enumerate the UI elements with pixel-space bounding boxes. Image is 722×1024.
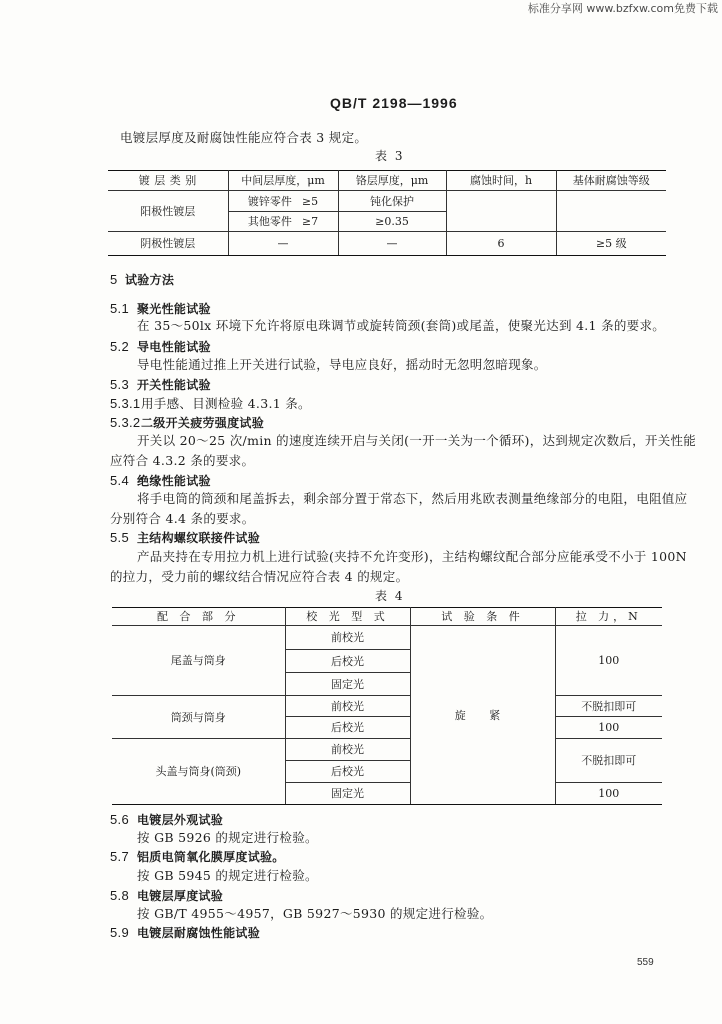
table-cell-focus-type: 前校光 (285, 739, 410, 761)
section-heading-5-3-2 (110, 415, 264, 431)
part-label: 镀锌零件 (247, 194, 292, 208)
section-number: 5.3.1 (110, 396, 141, 411)
section-title: 用手感、目测检验 4.3.1 条。 (141, 396, 311, 411)
table-3-caption: 表 3 (375, 149, 405, 163)
table-cell (228, 191, 338, 212)
section-title: 试验方法 (125, 273, 175, 287)
section-heading-5-3-1 (110, 396, 311, 412)
table-cell-empty (446, 191, 556, 232)
table-cell-force: 100 (555, 717, 662, 739)
table-cell-focus-type: 固定光 (285, 783, 410, 805)
table-3 (108, 170, 666, 256)
table-cell-test-condition (410, 626, 555, 805)
section-number: 5.1 (110, 301, 129, 316)
paragraph-line: 按 GB 5945 的规定进行检验。 (137, 868, 318, 883)
paragraph-line: 导电性能通过推上开关进行试验，导电应良好，摇动时无忽明忽暗现象。 (137, 357, 547, 372)
table-header-cell: 腐蚀时间，h (446, 171, 556, 191)
section-title: 聚光性能试验 (137, 302, 211, 316)
paragraph-line: 按 GB/T 4955～4957，GB 5927～5930 的规定进行检验。 (137, 906, 493, 921)
section-number: 5.6 (110, 812, 129, 827)
table-cell-coating-type: 阴极性镀层 (108, 232, 228, 256)
section-title: 绝缘性能试验 (137, 474, 211, 488)
section-number: 5.7 (110, 849, 129, 864)
standard-code-header: QB/T 2198—1996 (330, 95, 458, 111)
paragraph-line: 的拉力，受力前的螺纹结合情况应符合表 4 的规定。 (110, 569, 409, 584)
section-heading-5-1 (110, 301, 211, 317)
table-cell-focus-type: 固定光 (285, 673, 410, 696)
watermark: 标准分享网 www.bzfxw.com免费下载 (527, 2, 718, 15)
paragraph-line: 按 GB 5926 的规定进行检验。 (137, 830, 318, 845)
table-cell-focus-type: 后校光 (285, 761, 410, 783)
table-cell: ≥5 级 (556, 232, 666, 256)
table-cell: ≥0.35 (338, 212, 446, 232)
table-4 (112, 607, 662, 805)
paragraph-line: 应符合 4.3.2 条的要求。 (110, 453, 255, 468)
middle-thickness: ≥7 (301, 215, 319, 228)
test-condition-text: 旋 紧 (454, 708, 511, 722)
paragraph-line: 在 35～50lx 环境下允许将原电珠调节或旋转筒颈(套筒)或尾盖，使聚光达到 4.1 条的要求。 (137, 318, 666, 333)
section-title: 主结构螺纹联接件试验 (137, 531, 261, 545)
middle-thickness: ≥5 (301, 194, 319, 208)
table-cell-force: 100 (555, 626, 662, 696)
section-title: 电镀层厚度试验 (137, 889, 224, 903)
section-number: 5.8 (110, 888, 129, 903)
page-number: 559 (637, 957, 654, 968)
section-number: 5.9 (110, 925, 129, 940)
table-cell-force: 不脱扣即可 (555, 739, 662, 783)
table-cell-fit-part: 尾盖与筒身 (112, 626, 285, 696)
table-cell-focus-type: 后校光 (285, 717, 410, 739)
table-cell: — (338, 232, 446, 256)
section-heading-5-5 (110, 530, 260, 546)
table-cell-focus-type: 前校光 (285, 696, 410, 717)
paragraph-line: 将手电筒的筒颈和尾盖拆去，剩余部分置于常态下，然后用兆欧表测量绝缘部分的电阻，电阻值应 (137, 491, 688, 506)
intro-text: 电镀层厚度及耐腐蚀性能应符合表 3 规定。 (120, 130, 368, 145)
section-heading-5-3 (110, 377, 211, 393)
section-title: 导电性能试验 (137, 340, 211, 354)
table-header-cell: 中间层厚度，μm (228, 171, 338, 191)
table-cell-empty (556, 191, 666, 232)
section-title: 开关性能试验 (137, 378, 211, 392)
table-cell: 钝化保护 (338, 191, 446, 212)
table-cell-coating-type: 阳极性镀层 (108, 191, 228, 232)
table-cell-fit-part: 头盖与筒身(筒颈) (112, 739, 285, 805)
section-heading-5-8 (110, 888, 223, 904)
section-title: 电镀层耐腐蚀性能试验 (137, 926, 261, 940)
section-number: 5.4 (110, 473, 129, 488)
section-title: 铝质电筒氧化膜厚度试验。 (137, 850, 285, 864)
table-header-cell: 铬层厚度，μm (338, 171, 446, 191)
section-heading-5 (110, 272, 174, 288)
table-header-cell: 校 光 型 式 (285, 608, 410, 626)
part-label: 其他零件 (247, 215, 292, 228)
section-number: 5.5 (110, 530, 129, 545)
section-number: 5 (110, 272, 118, 287)
section-number: 5.3 (110, 377, 129, 392)
table-header-cell: 基体耐腐蚀等级 (556, 171, 666, 191)
section-heading-5-7 (110, 849, 285, 865)
section-heading-5-9 (110, 925, 260, 941)
table-cell-focus-type: 后校光 (285, 650, 410, 673)
section-title: 电镀层外观试验 (137, 813, 224, 827)
table-4-caption: 表 4 (375, 589, 405, 603)
section-number: 5.3.2 (110, 415, 141, 430)
paragraph-line: 开关以 20～25 次/min 的速度连续开启与关闭(一开一关为一个循环)，达到规定次数后，开关性能 (137, 433, 697, 448)
table-cell: — (228, 232, 338, 256)
section-number: 5.2 (110, 339, 129, 354)
table-cell-fit-part: 筒颈与筒身 (112, 696, 285, 739)
paragraph-line: 产品夹持在专用拉力机上进行试验(夹持不允许变形)，主结构螺纹配合部分应能承受不小于 100N (137, 549, 687, 564)
section-heading-5-4 (110, 473, 211, 489)
table-cell-force: 100 (555, 783, 662, 805)
table-header-cell: 镀 层 类 别 (108, 171, 228, 191)
table-header-cell: 试 验 条 件 (410, 608, 555, 626)
paragraph-line: 分别符合 4.4 条的要求。 (110, 511, 255, 526)
table-cell-focus-type: 前校光 (285, 626, 410, 650)
table-cell-force: 不脱扣即可 (555, 696, 662, 717)
section-title: 二级开关疲劳强度试验 (141, 416, 265, 430)
table-header-cell: 配 合 部 分 (112, 608, 285, 626)
table-header-cell: 拉 力，N (555, 608, 662, 626)
section-heading-5-2 (110, 339, 211, 355)
table-cell: 6 (446, 232, 556, 256)
table-cell (228, 212, 338, 232)
section-heading-5-6 (110, 812, 223, 828)
